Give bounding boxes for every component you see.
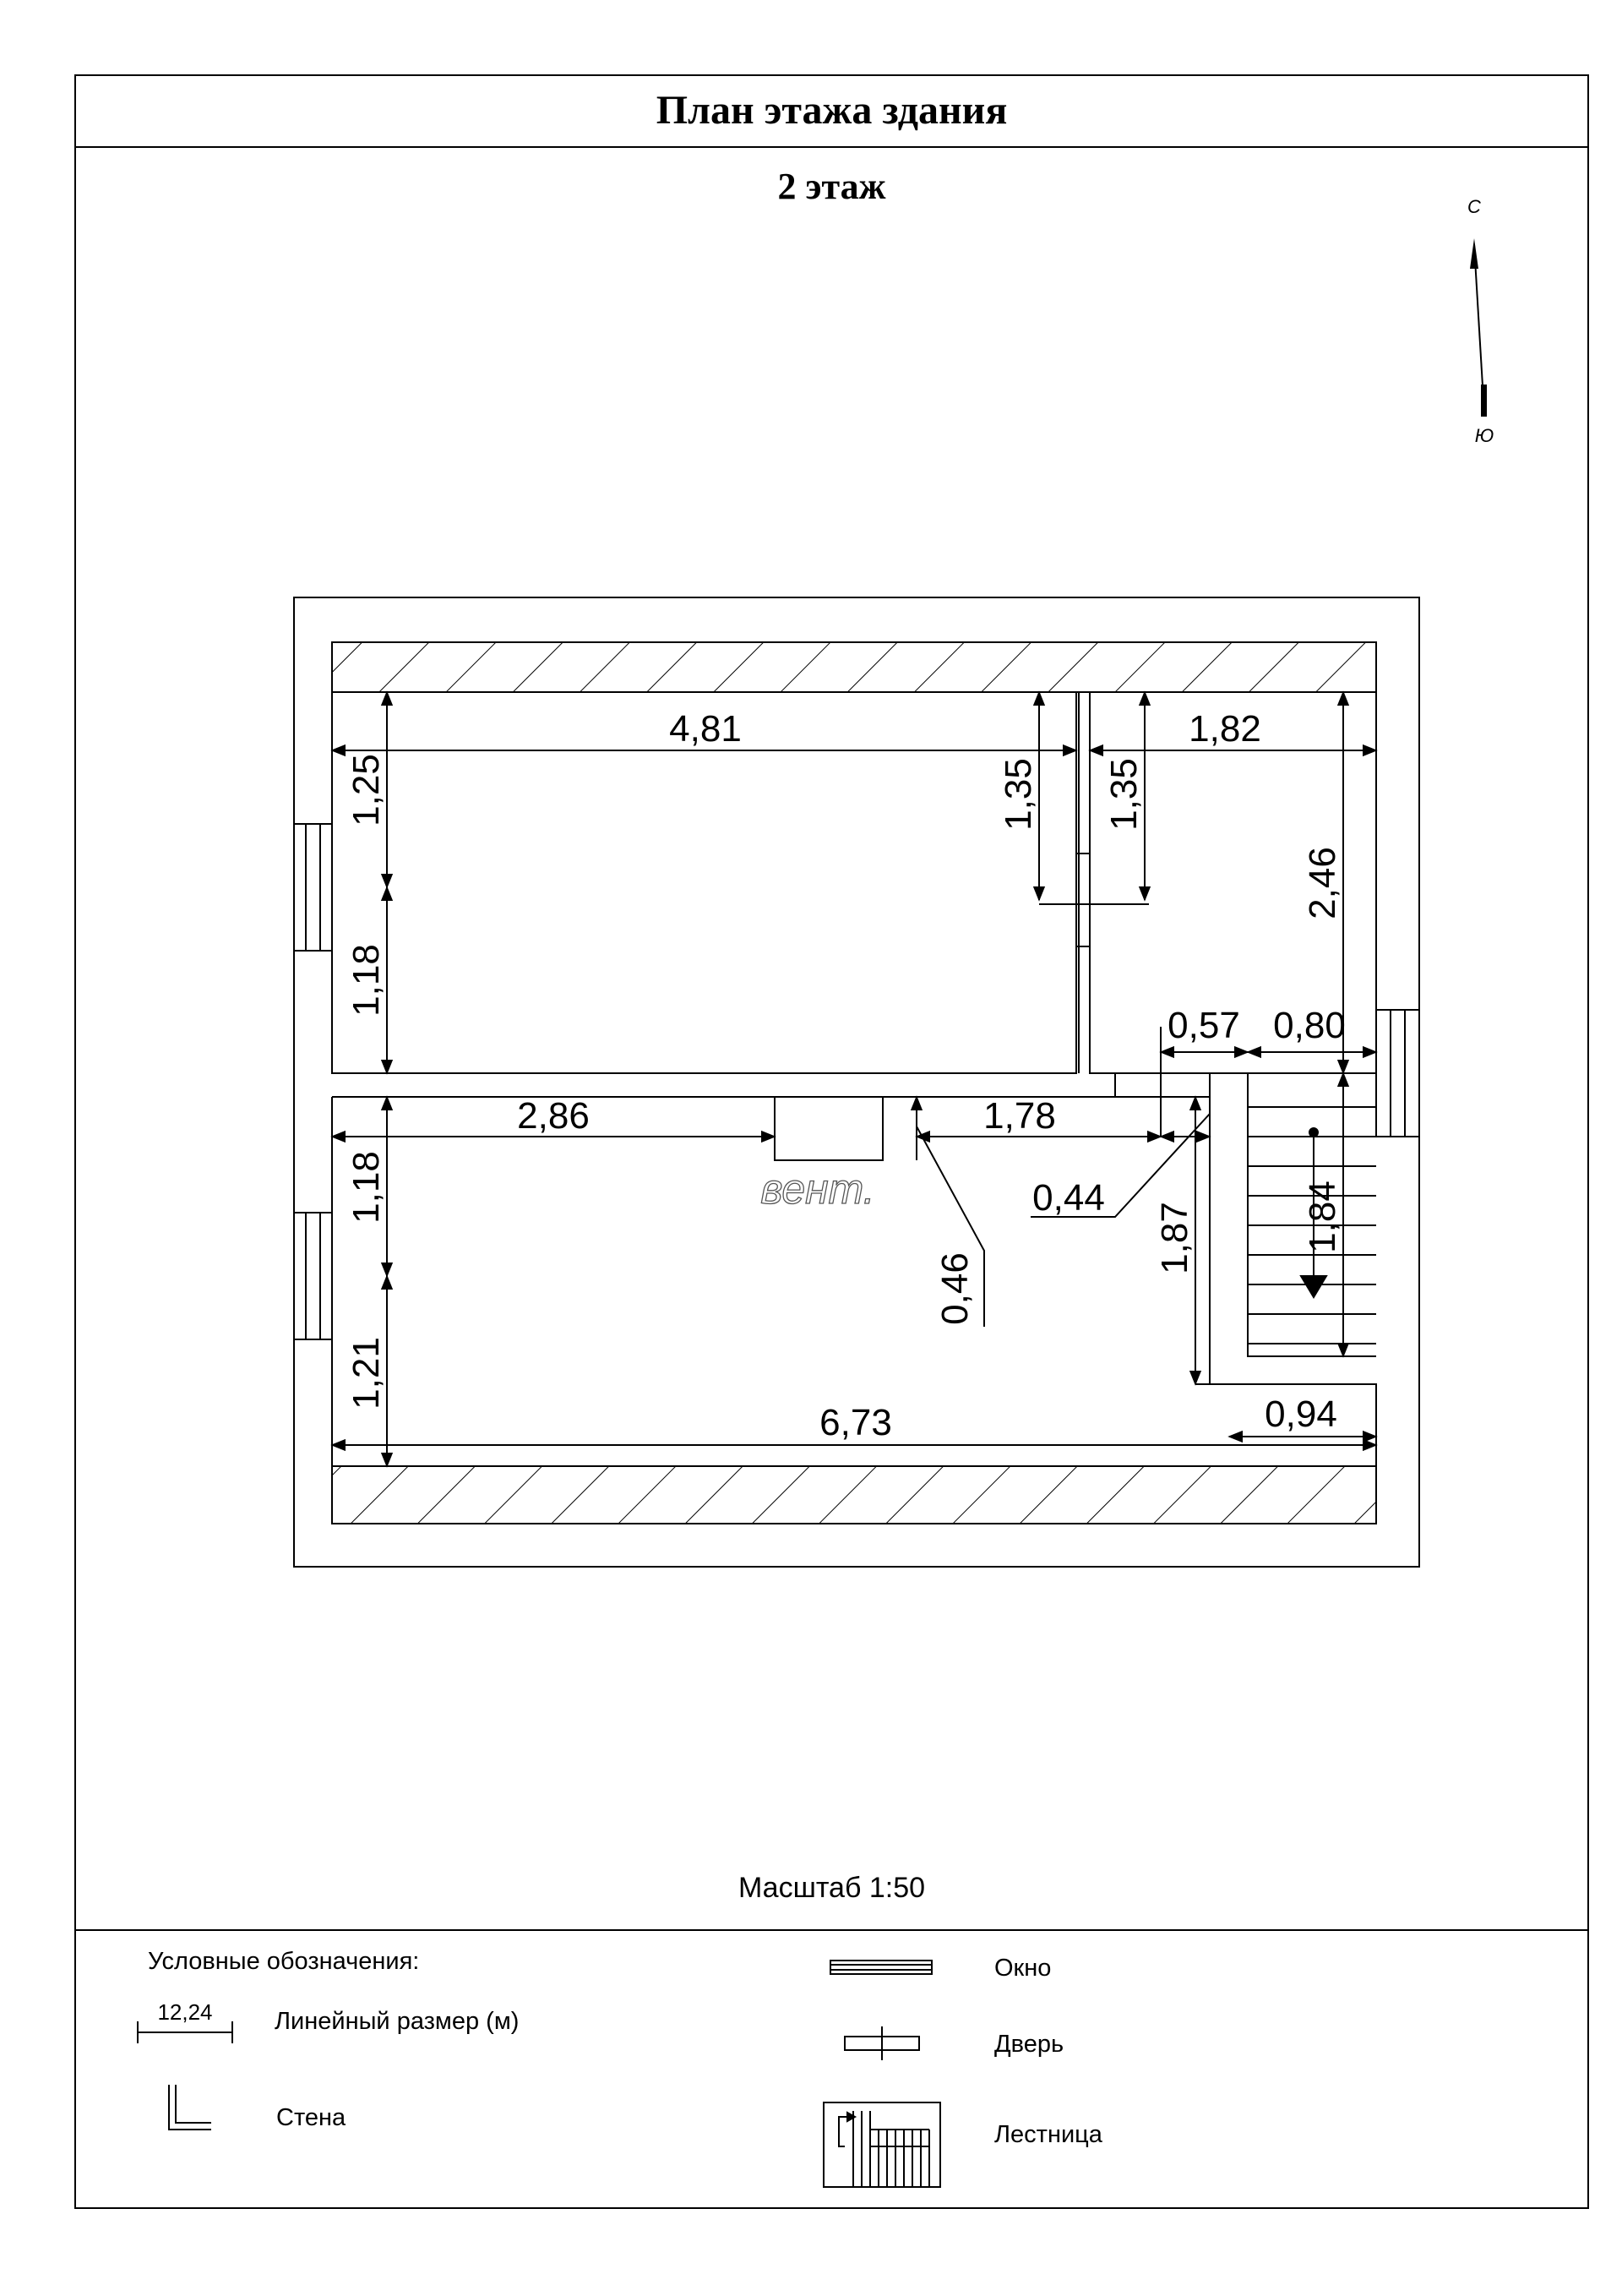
dim-partition-right: 1,35: [1103, 758, 1145, 831]
legend-sample-value: 12,24: [157, 1999, 213, 2025]
legend-window-icon: [830, 1961, 932, 1974]
compass-north-label: С: [1467, 196, 1481, 217]
legend-window-label: Окно: [994, 1955, 1052, 1982]
dim-lower-left-width: 2,86: [517, 1095, 590, 1137]
north-arrow-icon: [1467, 196, 1494, 446]
dim-bottom-right: 0,94: [1265, 1393, 1337, 1435]
legend-stairs-label: Лестница: [994, 2121, 1102, 2148]
dim-stair-b: 0,80: [1273, 1005, 1346, 1046]
north-wall: [332, 642, 1376, 692]
scale-label: Масштаб 1:50: [738, 1872, 926, 1904]
legend-heading: Условные обозначения:: [148, 1948, 420, 1975]
legend-symbols: [138, 1961, 940, 2187]
legend-wall-icon: [169, 2085, 211, 2130]
legend-stairs-icon: [824, 2102, 940, 2187]
legend-door-label: Дверь: [994, 2031, 1064, 2058]
dim-stair-a: 0,57: [1168, 1005, 1240, 1046]
dimension-lines: [332, 692, 1376, 1466]
dim-partition-left: 1,35: [998, 758, 1039, 831]
dim-lower-mid-width: 1,78: [983, 1095, 1056, 1137]
legend-door-icon: [845, 2026, 919, 2060]
vent-shaft: [775, 1097, 883, 1160]
dim-lower-right-height: 1,87: [1154, 1202, 1195, 1274]
south-wall: [332, 1466, 1376, 1524]
dim-top-right-width: 1,82: [1189, 708, 1261, 750]
dim-left-upper-1: 1,25: [346, 754, 387, 826]
legend-wall-label: Стена: [276, 2104, 346, 2131]
vent-label: вент.: [760, 1165, 875, 1213]
dim-right-height: 2,46: [1302, 847, 1343, 919]
dim-left-lower-1: 1,18: [346, 1151, 387, 1224]
dim-stair-length: 1,84: [1302, 1181, 1343, 1253]
dim-bottom-width: 6,73: [819, 1402, 892, 1443]
window-symbols: [294, 824, 1419, 1339]
page-title: План этажа здания: [656, 88, 1008, 133]
legend-linear-size-label: Линейный размер (м): [275, 2008, 520, 2035]
dim-left-lower-2: 1,21: [346, 1337, 387, 1410]
dim-left-upper-2: 1,18: [346, 944, 387, 1017]
dim-top-left-width: 4,81: [669, 708, 742, 750]
dim-niche: 0,44: [1032, 1177, 1105, 1219]
compass-south-label: Ю: [1474, 425, 1494, 446]
floor-label: 2 этаж: [777, 166, 886, 207]
dim-vent-depth: 0,46: [934, 1252, 976, 1325]
legend-divider: [74, 1929, 1589, 1931]
stair-landing: [1115, 1073, 1210, 1097]
